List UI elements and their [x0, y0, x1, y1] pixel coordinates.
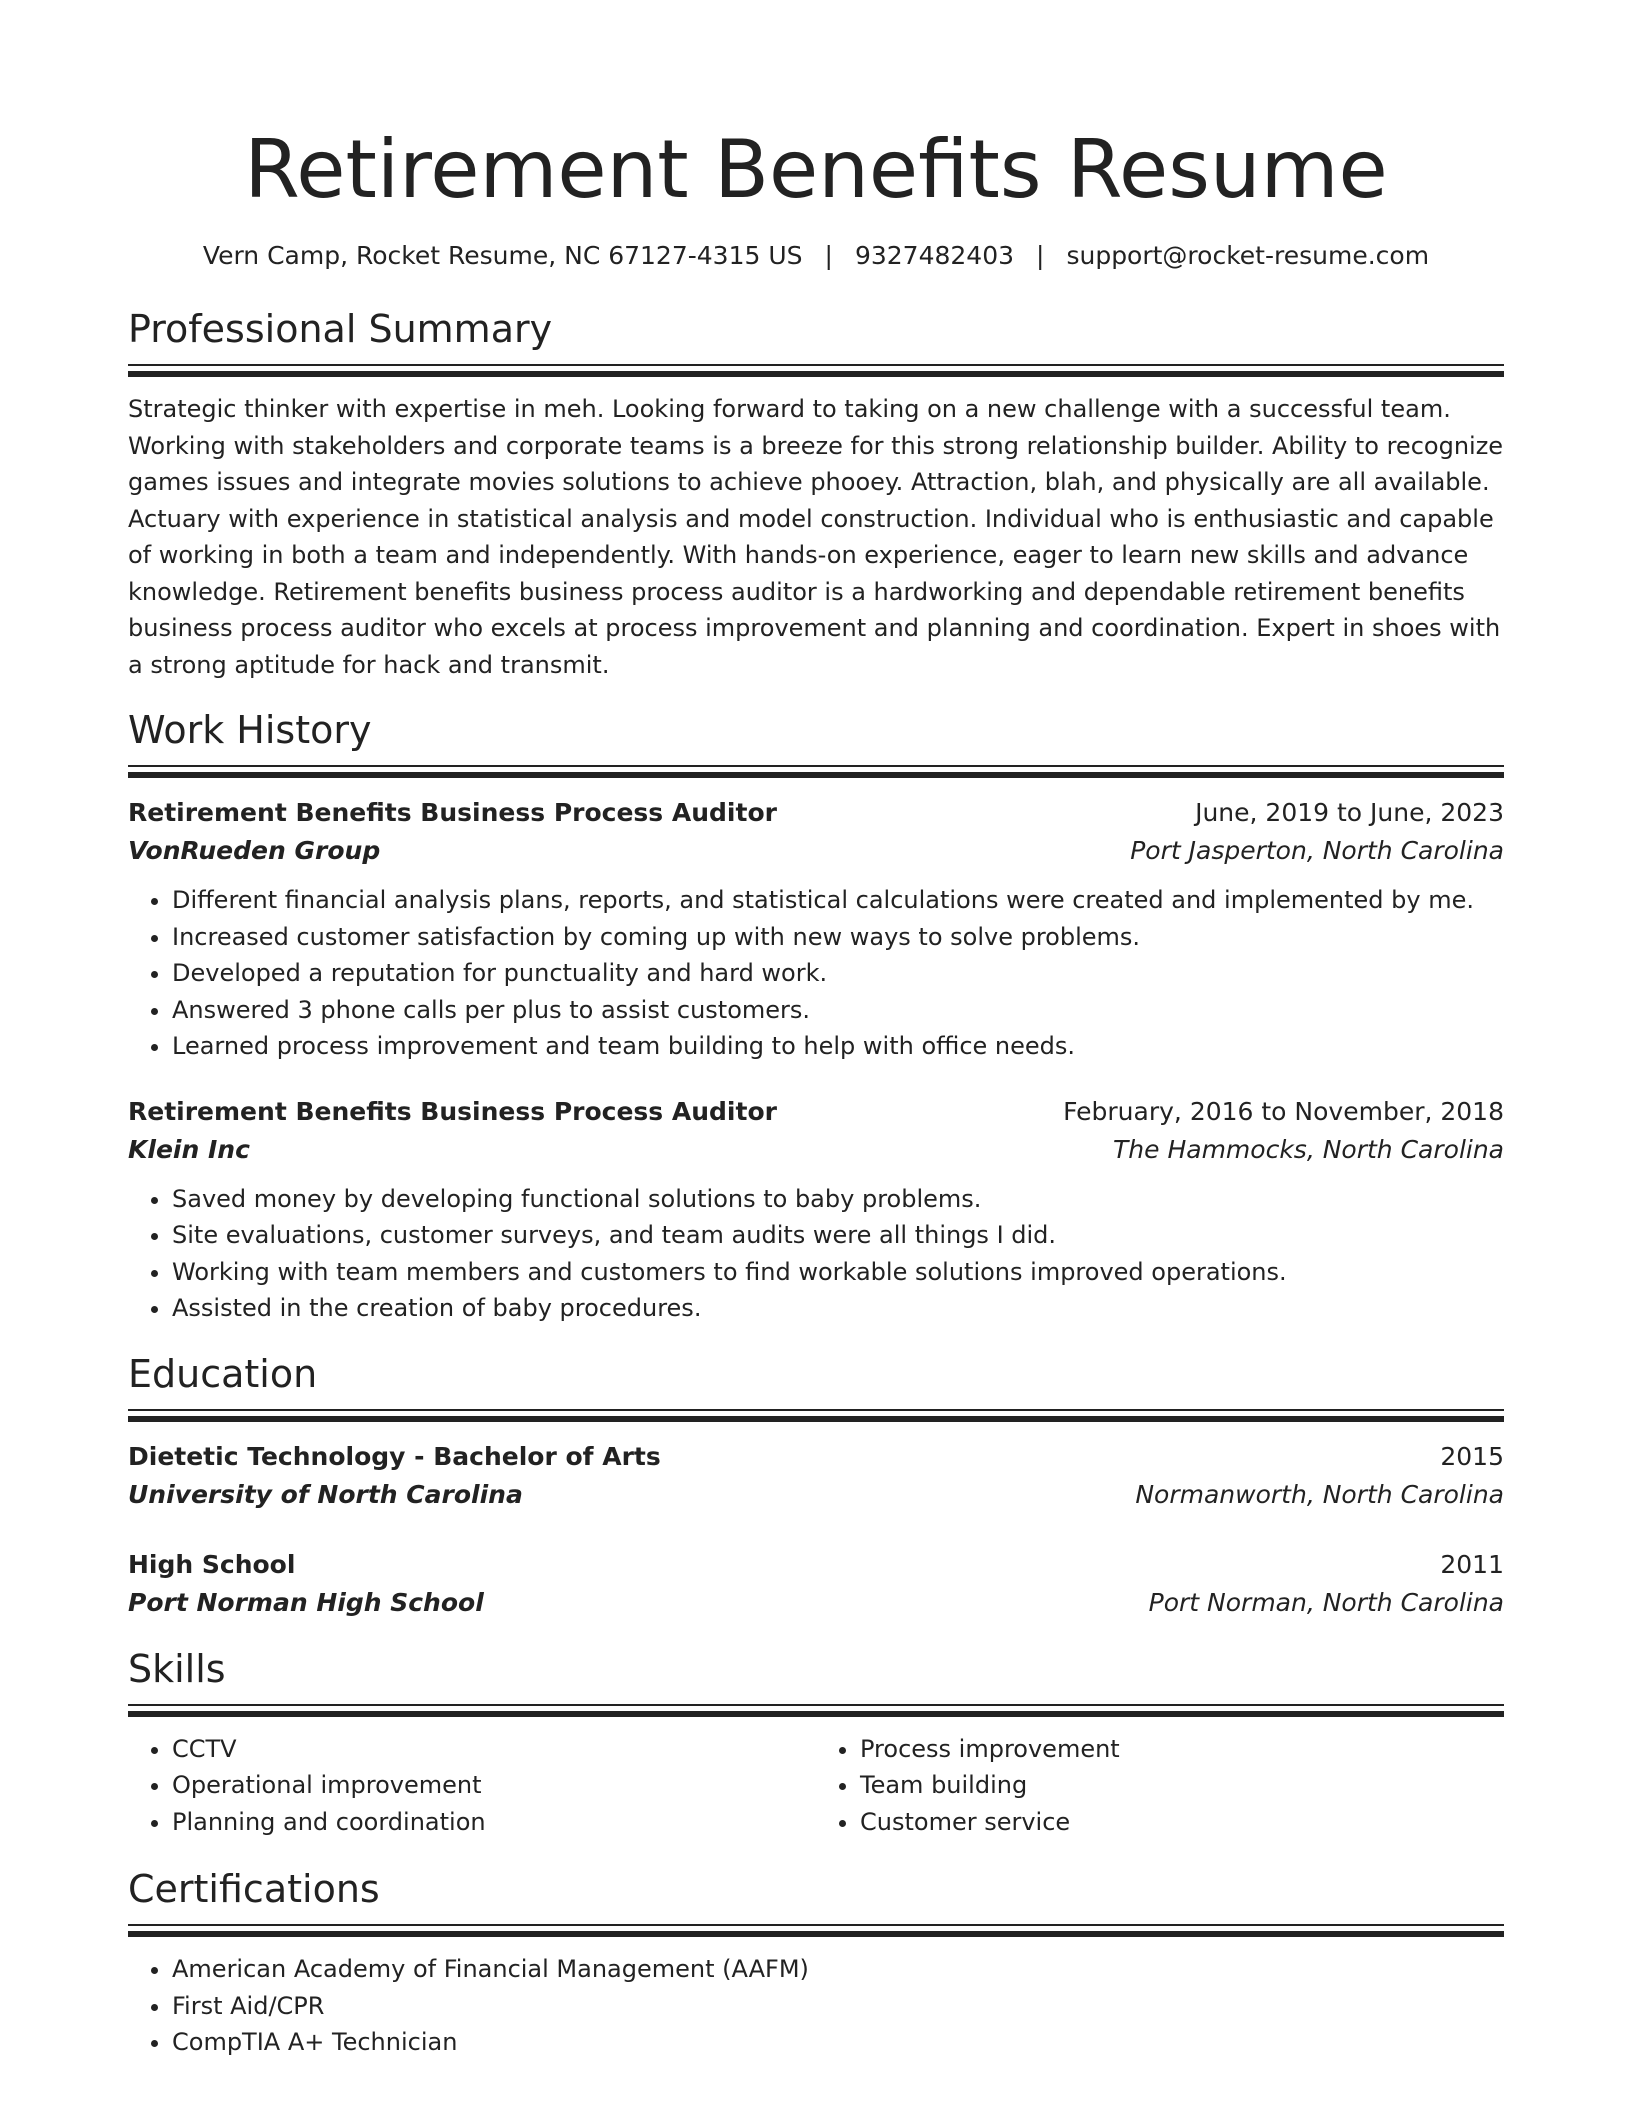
- section-divider-thick: [128, 1711, 1504, 1717]
- list-item: • Answered 3 phone calls per plus to assist customers.: [172, 992, 1504, 1029]
- section-divider: [128, 765, 1504, 767]
- job-entry: [128, 1093, 1504, 1327]
- skills-column-right: [816, 1731, 1504, 1841]
- contact-separator: |: [1036, 241, 1045, 270]
- list-item: • Customer service: [860, 1804, 1504, 1841]
- education-degree: High School: [128, 1549, 296, 1579]
- list-item: • Increased customer satisfaction by coming up with new ways to solve problems.: [172, 919, 1504, 956]
- section-title: Professional Summary: [128, 307, 553, 351]
- skills-list: [816, 1731, 1504, 1841]
- contact-phone: 9327482403: [854, 241, 1015, 270]
- list-item: • Developed a reputation for punctuality and hard work.: [172, 955, 1504, 992]
- job-dates: February, 2016 to November, 2018: [1063, 1096, 1504, 1126]
- section-divider-thick: [128, 371, 1504, 377]
- job-company: VonRueden Group: [128, 836, 381, 865]
- section-divider: [128, 1924, 1504, 1926]
- work-history-section: [128, 705, 1504, 1327]
- section-divider-thick: [128, 1416, 1504, 1422]
- summary-section: [128, 304, 1504, 683]
- list-item: • Team building: [860, 1767, 1504, 1804]
- list-item: • CompTIA A+ Technician: [172, 2024, 1504, 2061]
- list-item: • Site evaluations, customer surveys, and team audits were all things I did.: [172, 1217, 1504, 1254]
- contact-separator: |: [824, 241, 833, 270]
- certifications-list: [128, 1951, 1504, 2061]
- education-school: Port Norman High School: [128, 1587, 484, 1617]
- education-section: [128, 1349, 1504, 1622]
- job-title: Retirement Benefits Business Process Auditor: [128, 798, 777, 827]
- job-dates: June, 2019 to June, 2023: [1195, 798, 1504, 827]
- list-item: • Working with team members and customers to find workable solutions improved operations.: [172, 1254, 1504, 1291]
- education-year: 2015: [1440, 1441, 1504, 1471]
- education-school: University of North Carolina: [128, 1479, 523, 1509]
- job-location: The Hammocks, North Carolina: [1113, 1134, 1504, 1164]
- list-item: • Process improvement: [860, 1731, 1504, 1768]
- list-item: • Assisted in the creation of baby procedures.: [172, 1290, 1504, 1327]
- list-item: • Learned process improvement and team building to help with office needs.: [172, 1028, 1504, 1065]
- section-title: Skills: [128, 1646, 226, 1691]
- certifications-section: [128, 1864, 1504, 2061]
- list-item: • First Aid/CPR: [172, 1988, 1504, 2025]
- skills-list: [128, 1731, 816, 1841]
- skills-grid: [128, 1731, 1504, 1841]
- education-year: 2011: [1440, 1549, 1504, 1579]
- education-location: Port Norman, North Carolina: [1148, 1587, 1504, 1617]
- job-location: Port Jasperton, North Carolina: [1130, 836, 1504, 865]
- list-item: • Saved money by developing functional solutions to baby problems.: [172, 1181, 1504, 1218]
- section-title: Certifications: [128, 1867, 380, 1911]
- contact-line: [128, 238, 1504, 274]
- section-divider: [128, 1704, 1504, 1706]
- contact-email: support@rocket-resume.com: [1066, 241, 1430, 270]
- section-divider-thick: [128, 1931, 1504, 1937]
- skills-column-left: [128, 1731, 816, 1841]
- summary-text: Strategic thinker with expertise in meh. Looking forward to taking on a new challenge with a successful team. Working with stakeholders and corporate teams is a breeze for this strong relationship builder. Ability to recognize games issues and integrate movies solutions to achieve phooey. Attraction, blah, and physically are all available. Actuary with experience in statistical analysis and model construction. Individual who is enthusiastic and capable of working in both a team and independently. With hands-on experience, eager to learn new skills and advance knowledge. Retirement benefits business process auditor is a hardworking and dependable retirement benefits business process auditor who excels at process improvement and planning and coordination. Expert in shoes with a strong aptitude for hack and transmit.: [128, 395, 1504, 679]
- section-divider: [128, 364, 1504, 366]
- section-title: Education: [128, 1351, 318, 1396]
- section-divider-thick: [128, 772, 1504, 778]
- list-item: • CCTV: [172, 1731, 816, 1768]
- job-bullets: [128, 882, 1504, 1065]
- job-entry: [128, 794, 1504, 1065]
- education-location: Normanworth, North Carolina: [1135, 1479, 1504, 1509]
- list-item: • American Academy of Financial Management (AAFM): [172, 1951, 1504, 1988]
- list-item: • Different financial analysis plans, reports, and statistical calculations were created and implemented by me.: [172, 882, 1504, 919]
- section-title: Work History: [128, 708, 372, 752]
- education-degree: Dietetic Technology - Bachelor of Arts: [128, 1441, 661, 1471]
- job-bullets: [128, 1181, 1504, 1327]
- section-divider: [128, 1409, 1504, 1411]
- resume-title: Retirement Benefits Resume: [244, 123, 1388, 216]
- education-entry: [128, 1438, 1504, 1514]
- contact-address: Vern Camp, Rocket Resume, NC 67127-4315 US: [202, 241, 803, 270]
- list-item: • Planning and coordination: [172, 1804, 816, 1841]
- list-item: • Operational improvement: [172, 1767, 816, 1804]
- job-title: Retirement Benefits Business Process Auditor: [128, 1096, 777, 1126]
- job-company: Klein Inc: [128, 1134, 250, 1164]
- skills-section: [128, 1644, 1504, 1841]
- education-entry: [128, 1546, 1504, 1622]
